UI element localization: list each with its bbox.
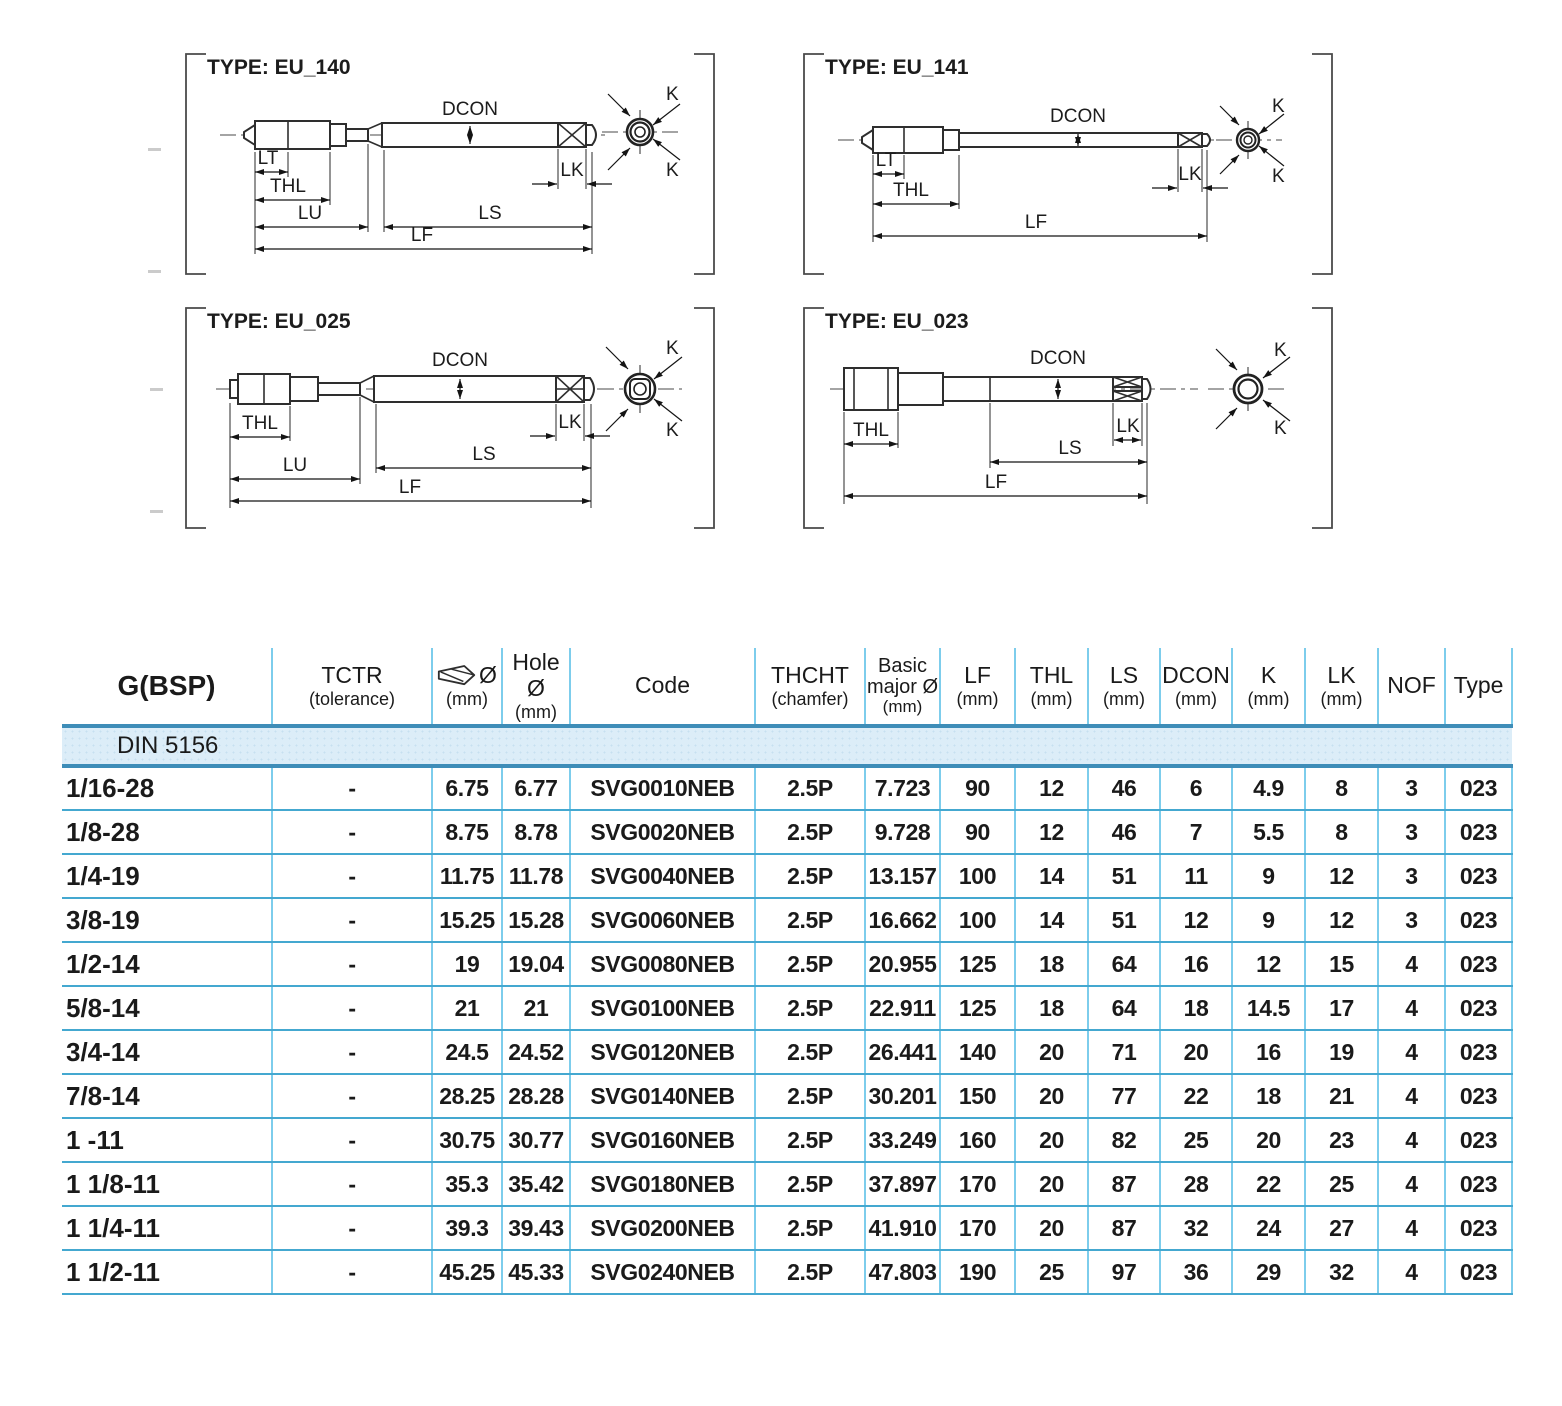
table-cell: 9 bbox=[1232, 898, 1305, 942]
dim-label-lk: LK bbox=[1116, 416, 1140, 437]
table-cell: 11.75 bbox=[432, 854, 502, 898]
table-cell: SVG0010NEB bbox=[570, 766, 755, 810]
column-header-label: Hole Ø bbox=[512, 649, 560, 701]
table-row bbox=[62, 986, 1512, 1030]
column-header-type bbox=[1445, 648, 1512, 726]
column-header-lk bbox=[1305, 648, 1378, 726]
table-row bbox=[62, 766, 1512, 810]
tap-drawing bbox=[220, 121, 608, 149]
table-cell: 023 bbox=[1445, 1074, 1512, 1118]
column-header-label: (tolerance) bbox=[308, 688, 396, 709]
dim-label-k-bottom: K bbox=[666, 160, 679, 181]
table-cell: 8 bbox=[1305, 810, 1378, 854]
table-cell: SVG0180NEB bbox=[570, 1162, 755, 1206]
dim-label-lu: LU bbox=[297, 203, 323, 224]
table-cell: 4 bbox=[1378, 1074, 1445, 1118]
table-cell: - bbox=[272, 1162, 432, 1206]
table-cell: 4 bbox=[1378, 1162, 1445, 1206]
table-cell: - bbox=[272, 766, 432, 810]
table-cell: 35.3 bbox=[432, 1162, 502, 1206]
table-cell: 170 bbox=[940, 1162, 1015, 1206]
table-cell: 64 bbox=[1088, 986, 1160, 1030]
dim-label-k-top: K bbox=[666, 338, 679, 359]
dim-label-lt: LT bbox=[257, 148, 279, 169]
column-header-lf bbox=[940, 648, 1015, 726]
column-header-label: THCHT bbox=[771, 662, 849, 689]
column-header-label: LK bbox=[1327, 662, 1356, 689]
dim-label-ls: LS bbox=[472, 444, 496, 465]
frame-bracket-right bbox=[694, 308, 714, 528]
row-header-cell: 1/8-28 bbox=[62, 810, 272, 854]
diagram-title: TYPE: EU_141 bbox=[825, 56, 969, 79]
group-row bbox=[62, 726, 1512, 766]
table-cell: 125 bbox=[940, 986, 1015, 1030]
column-header-label: K bbox=[1260, 662, 1277, 689]
table-cell: 20.955 bbox=[865, 942, 940, 986]
table-cell: - bbox=[272, 1074, 432, 1118]
table-cell: SVG0020NEB bbox=[570, 810, 755, 854]
table-cell: 18 bbox=[1015, 986, 1088, 1030]
column-header-drill_dia bbox=[432, 648, 502, 726]
column-header-label: G(BSP) bbox=[117, 670, 216, 702]
table-cell: 4 bbox=[1378, 1206, 1445, 1250]
table-cell: SVG0200NEB bbox=[570, 1206, 755, 1250]
table-cell: 16.662 bbox=[865, 898, 940, 942]
table-cell: 28.28 bbox=[502, 1074, 570, 1118]
dim-label-thl: THL bbox=[270, 176, 306, 197]
table-cell: 36 bbox=[1160, 1250, 1232, 1294]
table-cell: 160 bbox=[940, 1118, 1015, 1162]
table-cell: 3 bbox=[1378, 898, 1445, 942]
table-cell: 28 bbox=[1160, 1162, 1232, 1206]
column-header-gbsp bbox=[62, 648, 272, 726]
column-header-k bbox=[1232, 648, 1305, 726]
tap-drawing bbox=[830, 368, 1198, 410]
table-cell: 30.201 bbox=[865, 1074, 940, 1118]
diagram-eu-025 bbox=[160, 296, 740, 546]
end-view bbox=[598, 338, 682, 441]
table-cell: 51 bbox=[1088, 854, 1160, 898]
diagram-eu-141 bbox=[778, 42, 1358, 292]
diagram-title: TYPE: EU_023 bbox=[825, 310, 969, 333]
dim-label-dcon: DCON bbox=[1050, 106, 1106, 127]
table-cell: 4.9 bbox=[1232, 766, 1305, 810]
table-cell: 20 bbox=[1160, 1030, 1232, 1074]
table-cell: 11 bbox=[1160, 854, 1232, 898]
column-header-thl bbox=[1015, 648, 1088, 726]
table-cell: 4 bbox=[1378, 1250, 1445, 1294]
table-cell: 82 bbox=[1088, 1118, 1160, 1162]
dim-label-k-bottom: K bbox=[666, 420, 679, 441]
table-cell: 6.75 bbox=[432, 766, 502, 810]
table-cell: 37.897 bbox=[865, 1162, 940, 1206]
column-header-ls bbox=[1088, 648, 1160, 726]
dim-label-ls: LS bbox=[1058, 438, 1082, 459]
table-cell: 23 bbox=[1305, 1118, 1378, 1162]
diagram-eu-140 bbox=[160, 42, 740, 292]
row-header-cell: 3/4-14 bbox=[62, 1030, 272, 1074]
column-header-label: (mm) bbox=[1103, 688, 1145, 709]
dim-label-lf: LF bbox=[1024, 212, 1048, 233]
table-cell: 2.5P bbox=[755, 810, 865, 854]
table-cell: 18 bbox=[1160, 986, 1232, 1030]
table-cell: 2.5P bbox=[755, 986, 865, 1030]
dim-label-lu: LU bbox=[282, 455, 308, 476]
dim-label-thl: THL bbox=[893, 180, 929, 201]
table-cell: 4 bbox=[1378, 942, 1445, 986]
table-cell: 190 bbox=[940, 1250, 1015, 1294]
column-header-label: NOF bbox=[1387, 672, 1436, 699]
table-cell: 18 bbox=[1232, 1074, 1305, 1118]
diagram-title: TYPE: EU_025 bbox=[207, 310, 351, 333]
table-cell: 19 bbox=[432, 942, 502, 986]
table-cell: - bbox=[272, 854, 432, 898]
column-header-hole_dia bbox=[502, 648, 570, 726]
column-header-label: major Ø bbox=[866, 676, 939, 699]
table-cell: 023 bbox=[1445, 810, 1512, 854]
column-header-label: (mm) bbox=[1175, 688, 1217, 709]
table-cell: 24.52 bbox=[502, 1030, 570, 1074]
table-cell: - bbox=[272, 942, 432, 986]
table-cell: 35.42 bbox=[502, 1162, 570, 1206]
row-header-cell: 1/2-14 bbox=[62, 942, 272, 986]
table-cell: 25 bbox=[1160, 1118, 1232, 1162]
table-cell: 7.723 bbox=[865, 766, 940, 810]
column-header-label: LS bbox=[1109, 662, 1139, 689]
table-cell: 3 bbox=[1378, 810, 1445, 854]
dim-label-k-bottom: K bbox=[1274, 418, 1287, 439]
table-cell: 14.5 bbox=[1232, 986, 1305, 1030]
table-cell: 2.5P bbox=[755, 898, 865, 942]
frame-bracket-right bbox=[694, 54, 714, 274]
table-cell: 7 bbox=[1160, 810, 1232, 854]
table-cell: 71 bbox=[1088, 1030, 1160, 1074]
table-cell: 023 bbox=[1445, 898, 1512, 942]
table-cell: 77 bbox=[1088, 1074, 1160, 1118]
table-cell: - bbox=[272, 1206, 432, 1250]
table-cell: 90 bbox=[940, 810, 1015, 854]
column-header-label: (mm) bbox=[882, 697, 923, 717]
tap-spec-table bbox=[62, 648, 1513, 1295]
dim-label-lk: LK bbox=[560, 160, 584, 181]
row-header-cell: 3/8-19 bbox=[62, 898, 272, 942]
table-row bbox=[62, 942, 1512, 986]
table-cell: - bbox=[272, 810, 432, 854]
frame-bracket-left bbox=[186, 54, 206, 274]
table-row bbox=[62, 1074, 1512, 1118]
dim-label-k-top: K bbox=[666, 84, 679, 105]
table-cell: 46 bbox=[1088, 810, 1160, 854]
table-cell: 2.5P bbox=[755, 1118, 865, 1162]
table-cell: 14 bbox=[1015, 898, 1088, 942]
table-cell: - bbox=[272, 1030, 432, 1074]
column-header-dcon bbox=[1160, 648, 1232, 726]
column-header-tctr bbox=[272, 648, 432, 726]
table-cell: 12 bbox=[1232, 942, 1305, 986]
frame-bracket-right bbox=[1312, 308, 1332, 528]
frame-bracket-left bbox=[804, 308, 824, 528]
table-cell: 87 bbox=[1088, 1162, 1160, 1206]
table-cell: 90 bbox=[940, 766, 1015, 810]
column-header-label: (chamfer) bbox=[771, 688, 849, 709]
table-cell: 39.43 bbox=[502, 1206, 570, 1250]
table-cell: 2.5P bbox=[755, 1206, 865, 1250]
table-cell: 24 bbox=[1232, 1206, 1305, 1250]
dim-label-lk: LK bbox=[558, 412, 582, 433]
row-header-cell: 5/8-14 bbox=[62, 986, 272, 1030]
column-header-label: Ø bbox=[479, 662, 497, 689]
end-view bbox=[1208, 340, 1290, 439]
dim-label-dcon: DCON bbox=[1030, 348, 1086, 369]
table-cell: 4 bbox=[1378, 1118, 1445, 1162]
table-cell: 21 bbox=[432, 986, 502, 1030]
spec-table bbox=[62, 648, 1512, 1295]
row-header-cell: 1 1/8-11 bbox=[62, 1162, 272, 1206]
table-cell: 9 bbox=[1232, 854, 1305, 898]
dim-label-lf: LF bbox=[984, 472, 1008, 493]
table-cell: 023 bbox=[1445, 942, 1512, 986]
row-header-cell: 1 -11 bbox=[62, 1118, 272, 1162]
column-header-label: (mm) bbox=[515, 701, 557, 722]
table-cell: 28.25 bbox=[432, 1074, 502, 1118]
column-header-thcht bbox=[755, 648, 865, 726]
table-cell: 22 bbox=[1232, 1162, 1305, 1206]
table-cell: 125 bbox=[940, 942, 1015, 986]
table-row bbox=[62, 1118, 1512, 1162]
dim-label-k-top: K bbox=[1274, 340, 1287, 361]
column-header-label: Type bbox=[1453, 672, 1504, 699]
table-cell: 24.5 bbox=[432, 1030, 502, 1074]
table-cell: SVG0120NEB bbox=[570, 1030, 755, 1074]
table-cell: SVG0240NEB bbox=[570, 1250, 755, 1294]
drill-bit-icon bbox=[437, 663, 477, 689]
diagram-title: TYPE: EU_140 bbox=[207, 56, 351, 79]
diagram-eu-023 bbox=[778, 296, 1358, 546]
row-header-cell: 1/16-28 bbox=[62, 766, 272, 810]
table-cell: SVG0100NEB bbox=[570, 986, 755, 1030]
table-cell: 6 bbox=[1160, 766, 1232, 810]
table-cell: 023 bbox=[1445, 1118, 1512, 1162]
table-cell: 20 bbox=[1015, 1030, 1088, 1074]
table-cell: SVG0040NEB bbox=[570, 854, 755, 898]
table-cell: 46 bbox=[1088, 766, 1160, 810]
table-cell: 25 bbox=[1305, 1162, 1378, 1206]
column-header-label: (mm) bbox=[1030, 688, 1073, 709]
table-cell: 20 bbox=[1015, 1118, 1088, 1162]
table-cell: 30.75 bbox=[432, 1118, 502, 1162]
table-cell: 16 bbox=[1232, 1030, 1305, 1074]
table-cell: - bbox=[272, 986, 432, 1030]
table-cell: 39.3 bbox=[432, 1206, 502, 1250]
dim-label-dcon: DCON bbox=[442, 99, 498, 120]
table-cell: 11.78 bbox=[502, 854, 570, 898]
column-header-label: (mm) bbox=[446, 688, 488, 709]
table-row bbox=[62, 1250, 1512, 1294]
table-cell: 20 bbox=[1015, 1206, 1088, 1250]
group-label: DIN 5156 bbox=[62, 726, 1512, 766]
column-header-label: (mm) bbox=[1320, 688, 1363, 709]
table-cell: 8 bbox=[1305, 766, 1378, 810]
table-cell: 20 bbox=[1015, 1074, 1088, 1118]
table-cell: 87 bbox=[1088, 1206, 1160, 1250]
table-cell: 14 bbox=[1015, 854, 1088, 898]
table-cell: 19 bbox=[1305, 1030, 1378, 1074]
table-cell: 12 bbox=[1305, 854, 1378, 898]
table-cell: 150 bbox=[940, 1074, 1015, 1118]
table-cell: 30.77 bbox=[502, 1118, 570, 1162]
table-cell: - bbox=[272, 1118, 432, 1162]
table-cell: 023 bbox=[1445, 766, 1512, 810]
column-header-nof bbox=[1378, 648, 1445, 726]
table-cell: 3 bbox=[1378, 854, 1445, 898]
table-cell: 25 bbox=[1015, 1250, 1088, 1294]
table-cell: 32 bbox=[1305, 1250, 1378, 1294]
table-cell: 15.25 bbox=[432, 898, 502, 942]
table-cell: 2.5P bbox=[755, 854, 865, 898]
table-head bbox=[62, 648, 1512, 726]
table-cell: 6.77 bbox=[502, 766, 570, 810]
table-body bbox=[62, 726, 1512, 1294]
table-cell: 19.04 bbox=[502, 942, 570, 986]
table-cell: 16 bbox=[1160, 942, 1232, 986]
table-cell: 45.33 bbox=[502, 1250, 570, 1294]
dim-label-k-bottom: K bbox=[1272, 166, 1285, 187]
end-view bbox=[1216, 96, 1285, 187]
table-cell: 12 bbox=[1160, 898, 1232, 942]
table-cell: 2.5P bbox=[755, 1250, 865, 1294]
column-header-label: (mm) bbox=[1247, 688, 1290, 709]
table-cell: SVG0060NEB bbox=[570, 898, 755, 942]
table-cell: 100 bbox=[940, 898, 1015, 942]
table-cell: 26.441 bbox=[865, 1030, 940, 1074]
table-cell: 2.5P bbox=[755, 1162, 865, 1206]
table-cell: SVG0140NEB bbox=[570, 1074, 755, 1118]
table-cell: 27 bbox=[1305, 1206, 1378, 1250]
table-cell: 21 bbox=[502, 986, 570, 1030]
table-cell: 3 bbox=[1378, 766, 1445, 810]
table-cell: 023 bbox=[1445, 854, 1512, 898]
table-row bbox=[62, 1030, 1512, 1074]
table-cell: 8.75 bbox=[432, 810, 502, 854]
table-cell: 023 bbox=[1445, 1250, 1512, 1294]
table-cell: 45.25 bbox=[432, 1250, 502, 1294]
table-cell: 2.5P bbox=[755, 766, 865, 810]
table-cell: 64 bbox=[1088, 942, 1160, 986]
dim-label-lt: LT bbox=[875, 150, 897, 171]
column-header-label: Basic bbox=[878, 655, 927, 678]
table-cell: 4 bbox=[1378, 1030, 1445, 1074]
row-header-cell: 1/4-19 bbox=[62, 854, 272, 898]
table-cell: 9.728 bbox=[865, 810, 940, 854]
table-cell: 12 bbox=[1015, 810, 1088, 854]
table-cell: SVG0160NEB bbox=[570, 1118, 755, 1162]
table-cell: 140 bbox=[940, 1030, 1015, 1074]
table-cell: 22.911 bbox=[865, 986, 940, 1030]
table-row bbox=[62, 810, 1512, 854]
table-cell: 47.803 bbox=[865, 1250, 940, 1294]
table-cell: 023 bbox=[1445, 986, 1512, 1030]
column-header-label: DCON bbox=[1162, 662, 1230, 689]
table-cell: 29 bbox=[1232, 1250, 1305, 1294]
table-cell: 8.78 bbox=[502, 810, 570, 854]
dim-label-lk: LK bbox=[1178, 164, 1202, 185]
table-cell: 100 bbox=[940, 854, 1015, 898]
tap-drawing bbox=[216, 374, 608, 404]
table-cell: 41.910 bbox=[865, 1206, 940, 1250]
table-cell: 12 bbox=[1305, 898, 1378, 942]
frame-bracket-left bbox=[804, 54, 824, 274]
table-row bbox=[62, 898, 1512, 942]
end-view bbox=[602, 84, 680, 181]
dim-label-ls: LS bbox=[478, 203, 502, 224]
table-row bbox=[62, 1162, 1512, 1206]
table-cell: 33.249 bbox=[865, 1118, 940, 1162]
column-header-label: LF bbox=[964, 662, 991, 689]
table-cell: 13.157 bbox=[865, 854, 940, 898]
column-header-code bbox=[570, 648, 755, 726]
column-header-label: THL bbox=[1029, 662, 1074, 689]
dim-label-dcon: DCON bbox=[432, 350, 488, 371]
dim-label-k-top: K bbox=[1272, 96, 1285, 117]
table-cell: 17 bbox=[1305, 986, 1378, 1030]
table-cell: 18 bbox=[1015, 942, 1088, 986]
column-header-label: Code bbox=[635, 672, 690, 699]
table-cell: SVG0080NEB bbox=[570, 942, 755, 986]
dim-label-thl: THL bbox=[242, 413, 278, 434]
table-row bbox=[62, 854, 1512, 898]
table-cell: 12 bbox=[1015, 766, 1088, 810]
table-cell: 5.5 bbox=[1232, 810, 1305, 854]
column-header-label: TCTR bbox=[321, 662, 383, 689]
column-header-label: (mm) bbox=[956, 688, 999, 709]
table-cell: 2.5P bbox=[755, 1074, 865, 1118]
table-cell: 023 bbox=[1445, 1162, 1512, 1206]
table-cell: 20 bbox=[1015, 1162, 1088, 1206]
frame-bracket-left bbox=[186, 308, 206, 528]
table-cell: 2.5P bbox=[755, 1030, 865, 1074]
column-header-basic_major bbox=[865, 648, 940, 726]
dim-label-lf: LF bbox=[410, 225, 434, 246]
table-cell: 4 bbox=[1378, 986, 1445, 1030]
table-cell: 22 bbox=[1160, 1074, 1232, 1118]
row-header-cell: 1 1/2-11 bbox=[62, 1250, 272, 1294]
table-cell: 51 bbox=[1088, 898, 1160, 942]
row-header-cell: 1 1/4-11 bbox=[62, 1206, 272, 1250]
frame-bracket-right bbox=[1312, 54, 1332, 274]
row-header-cell: 7/8-14 bbox=[62, 1074, 272, 1118]
table-cell: 15.28 bbox=[502, 898, 570, 942]
table-cell: 20 bbox=[1232, 1118, 1305, 1162]
table-cell: 023 bbox=[1445, 1030, 1512, 1074]
dim-label-lf: LF bbox=[398, 477, 422, 498]
header-row bbox=[62, 648, 1512, 726]
table-cell: - bbox=[272, 1250, 432, 1294]
table-cell: 170 bbox=[940, 1206, 1015, 1250]
table-cell: 023 bbox=[1445, 1206, 1512, 1250]
table-cell: 21 bbox=[1305, 1074, 1378, 1118]
table-cell: 15 bbox=[1305, 942, 1378, 986]
table-cell: 32 bbox=[1160, 1206, 1232, 1250]
dim-label-thl: THL bbox=[853, 420, 889, 441]
table-row bbox=[62, 1206, 1512, 1250]
table-cell: 97 bbox=[1088, 1250, 1160, 1294]
table-cell: - bbox=[272, 898, 432, 942]
table-cell: 2.5P bbox=[755, 942, 865, 986]
